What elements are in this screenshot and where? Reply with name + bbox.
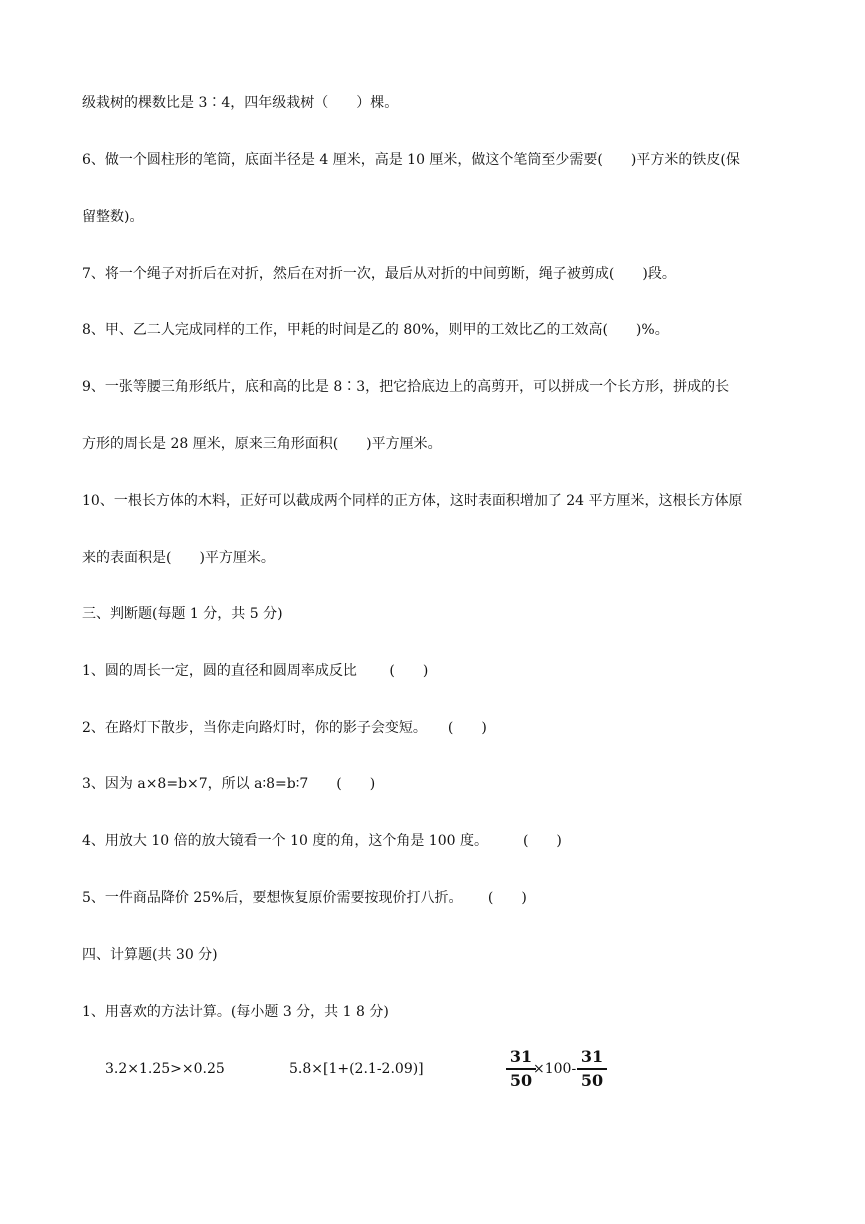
section-heading-judgment: 三、判断题(每题 1 分，共 5 分)	[82, 606, 283, 622]
judgment-3: 3、因为 a×8=b×7，所以 a∶8=b∶7 ( )	[82, 776, 376, 792]
question-8: 8、甲、乙二人完成同样的工作，甲耗的时间是乙的 80%，则甲的工效比乙的工效高( )%。	[82, 322, 669, 338]
calculation-instruction: 1、用喜欢的方法计算。(每小题 3 分，共 1 8 分)	[82, 1004, 389, 1020]
fraction-1-denominator: 50	[509, 1071, 533, 1090]
fraction-1-bar	[506, 1068, 536, 1070]
question-5-continuation: 级栽树的棵数比是 3∶4，四年级栽树（ ）棵。	[82, 95, 399, 111]
calc-expression-2: 5.8×[1+(2.1-2.09)]	[289, 1061, 424, 1077]
question-6-line-2: 留整数)。	[82, 209, 144, 225]
question-7: 7、将一个绳子对折后在对折，然后在对折一次，最后从对折的中间剪断，绳子被剪成( )段。	[82, 266, 676, 282]
question-9-line-1: 9、一张等腰三角形纸片，底和高的比是 8∶3，把它拾底边上的高剪开，可以拼成一个长方形，拼成的长	[82, 379, 730, 395]
judgment-4: 4、用放大 10 倍的放大镜看一个 10 度的角，这个角是 100 度。 ( )	[82, 833, 562, 849]
calc-expression-1: 3.2×1.25>×0.25	[105, 1061, 225, 1077]
fraction-2	[577, 1048, 607, 1090]
judgment-5: 5、一件商品降价 25%后，要想恢复原价需要按现价打八折。 ( )	[82, 890, 527, 906]
question-10-line-2: 来的表面积是( )平方厘米。	[82, 550, 275, 566]
fraction-2-denominator: 50	[580, 1071, 604, 1090]
fraction-1	[506, 1048, 536, 1090]
calc-expression-3-operator: ×100-	[533, 1061, 577, 1077]
question-10-line-1: 10、一根长方体的木料，正好可以截成两个同样的正方体，这时表面积增加了 24 平方厘米，这根长方体原	[82, 493, 743, 509]
question-9-line-2: 方形的周长是 28 厘米，原来三角形面积( )平方厘米。	[82, 436, 442, 452]
fraction-2-numerator: 31	[580, 1047, 604, 1066]
judgment-2: 2、在路灯下散步，当你走向路灯时，你的影子会变短。 ( )	[82, 720, 487, 736]
section-heading-calculation: 四、计算题(共 30 分)	[82, 947, 218, 963]
question-6-line-1: 6、做一个圆柱形的笔筒，底面半径是 4 厘米，高是 10 厘米，做这个笔筒至少需要( )平方米的铁皮(保	[82, 152, 740, 168]
judgment-1: 1、圆的周长一定，圆的直径和圆周率成反比 ( )	[82, 663, 429, 679]
fraction-1-numerator: 31	[509, 1047, 533, 1066]
fraction-2-bar	[577, 1068, 607, 1070]
